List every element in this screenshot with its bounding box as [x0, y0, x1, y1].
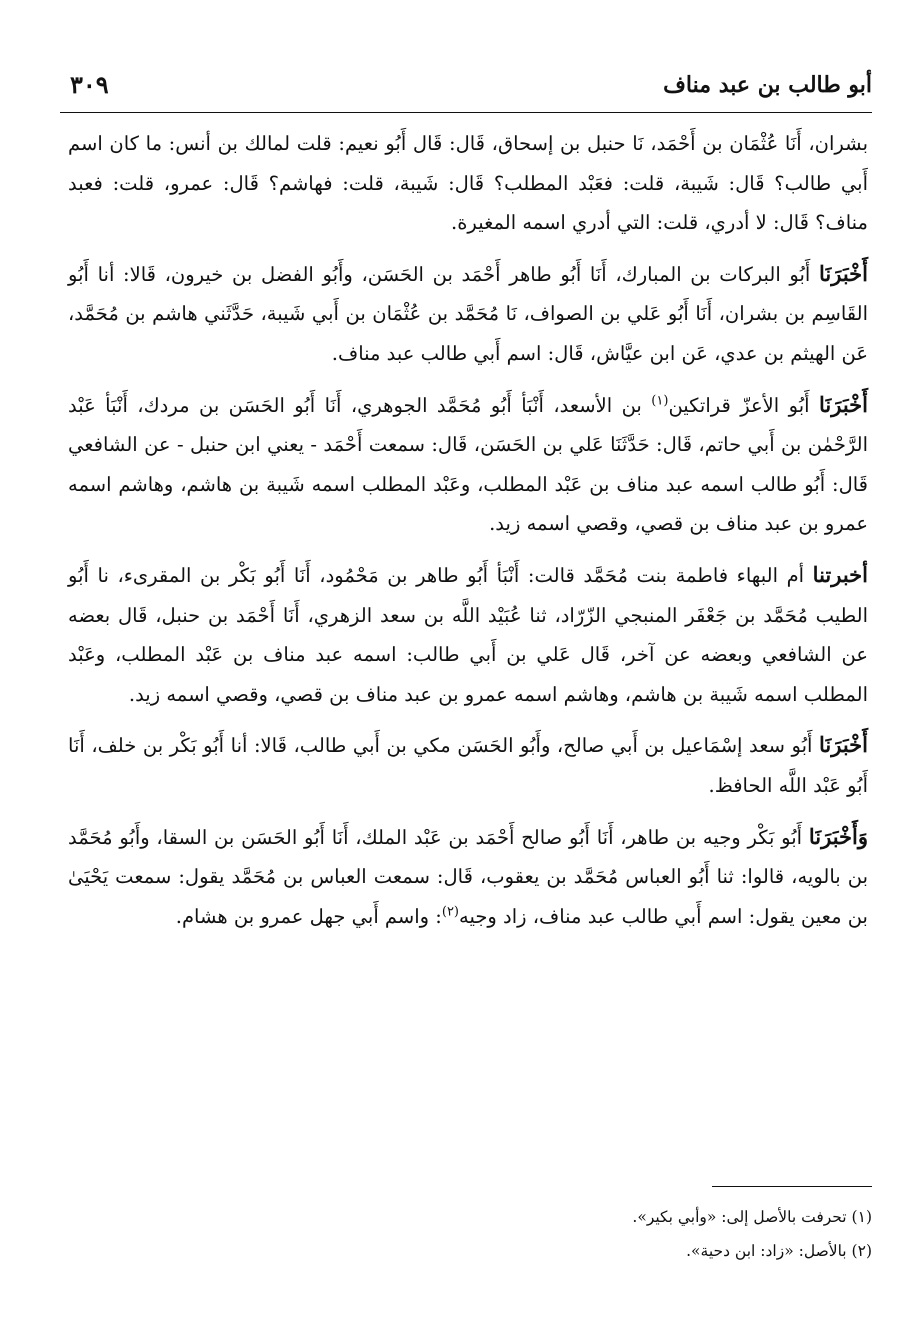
page-number: ٣٠٩ [70, 70, 109, 99]
footnote-number: (٢) [851, 1242, 872, 1260]
footnote-2 [60, 1234, 872, 1268]
book-page [60, 52, 872, 1332]
paragraph-1 [68, 124, 868, 243]
footnotes [60, 1200, 872, 1268]
footnote-ref-1: (١) [651, 393, 669, 409]
footnote-number: (١) [851, 1208, 872, 1226]
paragraph-text: أَبُو البركات بن المبارك، أَنَا أَبُو طاهر أَحْمَد بن الحَسَن، وأَبُو الفضل بن خيرون، قَالا: أنا أَبُو القَاسِم بن بشران، أَنَا أَبُو عَلي بن الصواف، نَا مُحَمَّد بن عُثْمَان بن أَبي شَيبة، حَدَّثَني هاشم بن مُحَمَّد، عَن الهيثم بن عدي، عَن ابن عيَّاش، قَال: اسم أَبي طالب عبد مناف. [68, 262, 868, 365]
paragraph-3 [68, 385, 868, 544]
paragraph-text: أَبُو سعد إسْمَاعيل بن أَبي صالح، وأَبُو الحَسَن مكي بن أَبي طالب، قَالا: أنا أَبُو بَكْر بن خلف، أَنَا أَبُو عَبْد اللَّه الحافظ. [68, 734, 868, 797]
page-header [60, 70, 872, 113]
paragraph-text: أَبُو بَكْر وجيه بن طاهر، أَنَا أَبُو صالح أَحْمَد بن عَبْد الملك، أَنَا أَبُو الحَسَن بن السقا، وأَبُو مُحَمَّد بن بالويه، قالوا: ثنا أَبُو العباس مُحَمَّد بن يعقوب، قَال: سمعت العباس بن مُحَمَّد يقول: سمعت يَحْيَىٰ بن معين يقول: اسم أَبي طالب عبد مناف، زاد وجيه [68, 825, 868, 928]
footnote-1 [60, 1200, 872, 1234]
paragraph-text: أم البهاء فاطمة بنت مُحَمَّد قالت: أَنْبَأ أَبُو طاهر بن مَحْمُود، أَنَا أَبُو بَكْر بن المقرىء، نا أَبُو الطيب مُحَمَّد بن جَعْفَر المنبجي الزّرّاد، ثنا عُبَيْد اللَّه بن سعد الزهري، أَنَا أَحْمَد بن حنبل، قَال بعضه عن الشافعي وبعضه عن آخر، قَال عَلي بن أَبي طالب: اسمه عبد مناف بن عَبْد المطلب، وعَبْد المطلب اسمه شَيبة بن هاشم، وهاشم اسمه عمرو بن عبد مناف بن قصي، وقصي اسمه زيد. [68, 563, 868, 706]
paragraph-lead: أخبرتنا [812, 561, 868, 587]
paragraph-text-tail: بن الأسعد، أَنْبَأ أَبُو مُحَمَّد الجوهري، أَنَا أَبُو الحَسَن بن مردك، أَنْبَأ عَبْد الرَّحْمٰن بن أَبي حاتم، قَال: حَدَّثَنَا عَلي بن الحَسَن، قَال: سمعت أَحْمَد - يعني ابن حنبل - عن الشافعي قَال: أَبُو طالب اسمه عبد مناف بن عَبْد المطلب، وعَبْد المطلب اسمه شَيبة بن هاشم، وهاشم اسمه عمرو بن عبد مناف بن قصي، وقصي اسمه زيد. [68, 393, 868, 536]
paragraph-lead: أَخْبَرَنَا [819, 732, 868, 758]
footnote-divider [712, 1186, 872, 1187]
footnote-text: تحرفت بالأصل إلى: «وأبي بكير». [632, 1208, 847, 1226]
paragraph-lead: أَخْبَرَنَا [819, 260, 868, 286]
main-text [68, 124, 868, 947]
paragraph-5 [68, 725, 868, 805]
paragraph-4 [68, 555, 868, 714]
paragraph-lead: وَأَخْبَرَنَا [808, 823, 868, 849]
paragraph-text: بشران، أَنَا عُثْمَان بن أَحْمَد، نَا حنبل بن إسحاق، قَال: قَال أَبُو نعيم: قلت لمالك بن أنس: ما كان اسم أَبي طالب؟ قَال: شَيبة، قلت: فعَبْد المطلب؟ قَال: شَيبة، قلت: فهاشم؟ قَال: عمرو، قلت: فعبد مناف؟ قَال: لا أدري، قلت: التي أدري اسمه المغيرة. [68, 132, 868, 235]
footnote-ref-2: (٢) [441, 904, 459, 920]
footnote-text: بالأصل: «زاد: ابن دحية». [686, 1242, 847, 1260]
paragraph-text: أَبُو الأعزّ قراتكين [668, 393, 820, 417]
paragraph-lead: أَخْبَرَنَا [819, 391, 868, 417]
paragraph-6 [68, 817, 868, 937]
paragraph-2 [68, 254, 868, 374]
paragraph-text-tail: : واسم أَبي جهل عمرو بن هشام. [175, 904, 442, 928]
running-title: أبو طالب بن عبد مناف [663, 72, 872, 98]
